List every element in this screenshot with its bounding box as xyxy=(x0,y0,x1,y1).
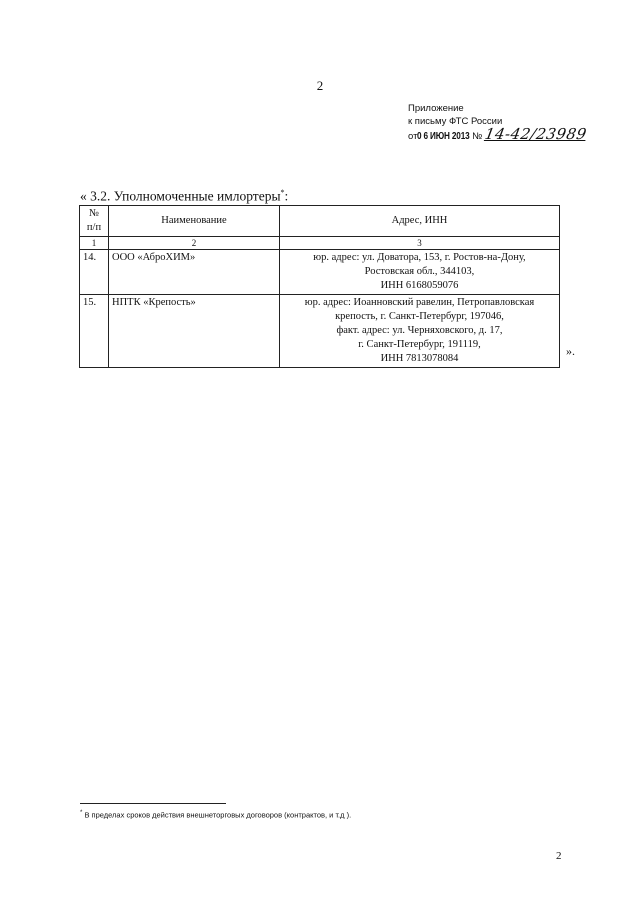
footnote-mark: * xyxy=(80,810,83,816)
row-number: 14. xyxy=(80,250,109,295)
address-line: факт. адрес: ул. Черняховского, д. 17, xyxy=(336,325,503,336)
table-row xyxy=(80,295,560,368)
section-title xyxy=(80,188,288,205)
row-number: 15. xyxy=(80,295,109,368)
address-line: юр. адрес: Иоанновский равелин, Петропавловская xyxy=(304,297,535,308)
address-line: крепость, г. Санкт-Петербург, 197046, xyxy=(335,311,504,322)
from-label: от xyxy=(408,131,418,142)
footnote xyxy=(80,810,351,820)
section-title-suffix: : xyxy=(284,188,289,204)
row-name: ООО «АброХИМ» xyxy=(109,250,280,295)
row-address xyxy=(280,250,560,295)
table-row xyxy=(80,250,560,295)
number-sign: № xyxy=(472,131,483,142)
address-line: г. Санкт-Петербург, 191119, xyxy=(358,339,481,350)
closing-quote: ». xyxy=(566,344,575,358)
row-name: НПТК «Крепость» xyxy=(109,295,280,368)
address-line: юр. адрес: ул. Доватора, 153, г. Ростов-на-Дону, xyxy=(313,252,526,263)
appendix-letter-ref: к письму ФТС России xyxy=(408,115,503,127)
section-title-text: « 3.2. Уполномоченные имлортеры xyxy=(80,188,281,204)
importers-table xyxy=(79,205,560,368)
header-name: Наименование xyxy=(109,206,280,237)
footnote-divider xyxy=(80,803,226,804)
header-num-line1: № xyxy=(88,208,100,219)
column-index-3: 3 xyxy=(280,237,560,250)
column-index-2: 2 xyxy=(109,237,280,250)
footnote-text: В пределах сроков действия внешнеторговых договоров (контрактов, и т.д ). xyxy=(84,810,352,820)
header-address: Адрес, ИНН xyxy=(280,206,560,237)
stamp-date: 0 6 ИЮН 2013 xyxy=(417,131,470,142)
page-number-top: 2 xyxy=(316,78,324,93)
handwritten-letter-number: 14-42/23989 xyxy=(483,125,589,143)
address-line: ИНН 7813078084 xyxy=(380,353,459,364)
address-line: Ростовская обл., 344103, xyxy=(364,266,475,277)
table-header-row xyxy=(80,206,560,237)
header-num-line2: п/п xyxy=(86,222,102,233)
column-index-1: 1 xyxy=(80,237,109,250)
column-index-row xyxy=(80,237,560,250)
header-num xyxy=(80,206,109,237)
appendix-block xyxy=(408,103,589,144)
row-address xyxy=(280,295,560,368)
appendix-title: Приложение xyxy=(408,103,464,114)
appendix-date-number-line xyxy=(408,125,589,144)
address-line: ИНН 6168059076 xyxy=(380,280,459,291)
section-footnote-mark: * xyxy=(280,188,285,197)
page-number-bottom: 2 xyxy=(556,850,562,862)
